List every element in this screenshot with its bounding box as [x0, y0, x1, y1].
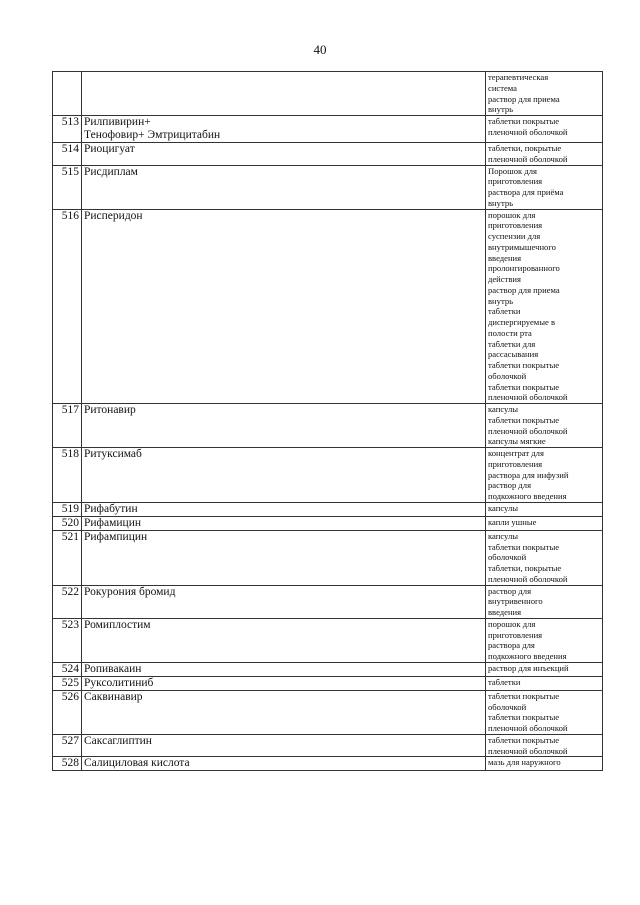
row-number: 514: [53, 143, 82, 166]
dosage-form-line: приготовления: [488, 629, 543, 640]
drug-name-line: Руксолитиниб: [84, 676, 154, 689]
row-number: 516: [53, 209, 82, 404]
dosage-form-line: раствор для приема: [488, 284, 560, 295]
drug-name-line: Рисперидон: [84, 209, 143, 222]
drug-name-line: Ритуксимаб: [84, 448, 142, 460]
dosage-form-line: система: [488, 82, 517, 93]
table-row: [53, 165, 603, 209]
table-row: [53, 530, 603, 585]
row-number: 527: [53, 734, 82, 757]
drug-name: [82, 676, 486, 690]
table-row: [53, 662, 603, 676]
row-number: 521: [53, 530, 82, 585]
dosage-form-line: раствора для: [488, 640, 535, 651]
dosage-form-line: приготовления: [488, 176, 543, 187]
dosage-forms: [486, 676, 603, 690]
drug-name-line: Рифабутин: [84, 502, 138, 515]
dosage-form-line: пленочной оболочкой: [488, 392, 568, 403]
dosage-forms: [486, 690, 603, 734]
dosage-form-line: раствор для инъекций: [488, 662, 569, 673]
dosage-form-line: раствора для инфузий: [488, 469, 569, 480]
dosage-form-line: оболочкой: [488, 701, 527, 712]
drug-name: [82, 143, 486, 166]
dosage-form-line: таблетки, покрытые: [488, 563, 562, 573]
dosage-form-line: таблетки покрытые: [488, 541, 560, 552]
dosage-form-line: раствор для: [488, 585, 532, 596]
dosage-forms: [486, 448, 603, 503]
drug-name-line: Салициловая кислота: [84, 757, 190, 770]
drug-name: [82, 618, 486, 662]
dosage-form-line: подкожного введения: [488, 651, 567, 661]
dosage-form-line: мазь для наружного: [488, 757, 561, 768]
row-number: [53, 72, 82, 116]
dosage-form-line: раствор для: [488, 480, 532, 491]
row-number: 517: [53, 404, 82, 448]
row-number: 519: [53, 502, 82, 516]
drug-name-line: Рисдиплам: [84, 165, 138, 178]
drug-name-line: Ропивакаин: [84, 662, 142, 675]
row-number: 513: [53, 116, 82, 143]
row-number: 528: [53, 757, 82, 771]
dosage-form-line: таблетки покрытые: [488, 360, 560, 370]
dosage-forms: [486, 662, 603, 676]
dosage-form-line: таблетки покрытые: [488, 116, 560, 126]
table-row: [53, 618, 603, 662]
drug-name: [82, 165, 486, 209]
dosage-form-line: таблетки, покрытые: [488, 143, 562, 153]
dosage-forms: [486, 757, 603, 771]
row-number: 522: [53, 585, 82, 618]
dosage-form-line: введения: [488, 607, 522, 617]
dosage-forms: [486, 502, 603, 516]
drug-name-line: Саквинавир: [84, 690, 143, 703]
dosage-forms: [486, 165, 603, 209]
dosage-form-line: раствора для приёма: [488, 187, 564, 197]
dosage-forms: [486, 530, 603, 585]
page-number: 40: [313, 42, 327, 57]
dosage-form-line: внутрь: [488, 197, 514, 208]
dosage-form-line: пленочной оболочкой: [488, 745, 568, 756]
dosage-form-line: таблетки: [488, 306, 521, 317]
table-row: [53, 757, 603, 771]
table-row: [53, 143, 603, 166]
dosage-form-line: введения: [488, 252, 522, 263]
dosage-form-line: таблетки для: [488, 338, 536, 349]
drug-name: [82, 734, 486, 757]
dosage-form-line: таблетки покрытые: [488, 734, 560, 745]
dosage-forms: [486, 516, 603, 530]
dosage-form-line: пленочной оболочкой: [488, 425, 568, 436]
drug-name: [82, 690, 486, 734]
dosage-form-line: действия: [488, 274, 521, 284]
dosage-form-line: капсулы мягкие: [488, 436, 546, 447]
dosage-form-line: терапевтическая: [488, 72, 549, 82]
row-number: 520: [53, 516, 82, 530]
dosage-form-line: таблетки покрытые: [488, 414, 560, 425]
dosage-forms: [486, 209, 603, 404]
table-row: [53, 734, 603, 757]
drug-name: [82, 516, 486, 530]
dosage-form-line: таблетки покрытые: [488, 690, 560, 701]
row-number: 518: [53, 448, 82, 503]
dosage-form-line: капсулы: [488, 530, 519, 541]
dosage-form-line: таблетки покрытые: [488, 712, 560, 723]
dosage-form-line: пролонгированного: [488, 263, 560, 274]
table-row: [53, 209, 603, 404]
drug-name: [82, 448, 486, 503]
drug-name: [82, 116, 486, 143]
table-row: [53, 516, 603, 530]
drug-name-line: Ритонавир: [84, 404, 136, 416]
drug-name: [82, 585, 486, 618]
dosage-form-line: внутривенного: [488, 596, 543, 607]
drug-name-line: Тенофовир+ Эмтрицитабин: [84, 129, 221, 141]
dosage-form-line: подкожного введения: [488, 491, 567, 501]
dosage-form-line: пленочной оболочкой: [488, 723, 568, 733]
drug-name-line: Рифамицин: [84, 516, 142, 529]
dosage-forms: [486, 585, 603, 618]
dosage-forms: [486, 404, 603, 448]
dosage-form-line: приготовления: [488, 458, 543, 469]
dosage-forms: [486, 72, 603, 116]
drug-name: [82, 757, 486, 771]
dosage-forms: [486, 116, 603, 143]
drug-name: [82, 404, 486, 448]
table-row: [53, 72, 603, 116]
drug-name-line: Рифампицин: [84, 530, 148, 543]
row-number: 515: [53, 165, 82, 209]
dosage-form-line: суспензии для: [488, 231, 541, 241]
drug-name: [82, 209, 486, 404]
row-number: 524: [53, 662, 82, 676]
dosage-form-line: пленочной оболочкой: [488, 573, 568, 584]
dosage-form-line: капсулы: [488, 502, 519, 513]
table-row: [53, 502, 603, 516]
dosage-form-line: таблетки покрытые: [488, 381, 560, 392]
dosage-form-line: пленочной оболочкой: [488, 153, 568, 164]
table-row: [53, 116, 603, 143]
table-row: [53, 448, 603, 503]
table-row: [53, 676, 603, 690]
dosage-forms: [486, 618, 603, 662]
dosage-form-line: диспергируемые в: [488, 317, 556, 327]
row-number: 525: [53, 676, 82, 690]
dosage-form-line: капли ушные: [488, 516, 537, 527]
drug-table: [52, 71, 603, 771]
dosage-form-line: оболочкой: [488, 552, 527, 563]
drug-name: [82, 502, 486, 516]
dosage-form-line: полости рта: [488, 327, 532, 338]
dosage-form-line: внутримышечного: [488, 241, 556, 252]
dosage-form-line: Порошок для: [488, 165, 537, 176]
dosage-form-line: пленочной оболочкой: [488, 126, 568, 137]
dosage-form-line: оболочкой: [488, 370, 527, 381]
dosage-forms: [486, 143, 603, 166]
drug-name-line: Рилпивирин+: [84, 116, 151, 128]
dosage-form-line: раствор для приема: [488, 93, 560, 104]
dosage-form-line: концентрат для: [488, 448, 544, 458]
row-number: 526: [53, 690, 82, 734]
dosage-form-line: порошок для: [488, 618, 536, 629]
dosage-form-line: рассасывания: [488, 349, 539, 360]
drug-name: [82, 72, 486, 116]
table-row: [53, 404, 603, 448]
drug-name-line: Ромиплостим: [84, 618, 151, 631]
drug-name: [82, 530, 486, 585]
drug-name: [82, 662, 486, 676]
table-row: [53, 690, 603, 734]
dosage-form-line: порошок для: [488, 209, 536, 220]
row-number: 523: [53, 618, 82, 662]
dosage-form-line: приготовления: [488, 220, 543, 231]
dosage-form-line: капсулы: [488, 404, 519, 414]
drug-name-line: Саксаглиптин: [84, 734, 152, 747]
dosage-form-line: внутрь: [488, 295, 514, 306]
drug-name-line: Риоцигуат: [84, 143, 135, 155]
table-row: [53, 585, 603, 618]
drug-name-line: Рокурония бромид: [84, 585, 176, 598]
dosage-form-line: таблетки: [488, 676, 521, 687]
dosage-form-line: внутрь: [488, 104, 514, 115]
dosage-forms: [486, 734, 603, 757]
drug-table-body: [53, 72, 603, 771]
